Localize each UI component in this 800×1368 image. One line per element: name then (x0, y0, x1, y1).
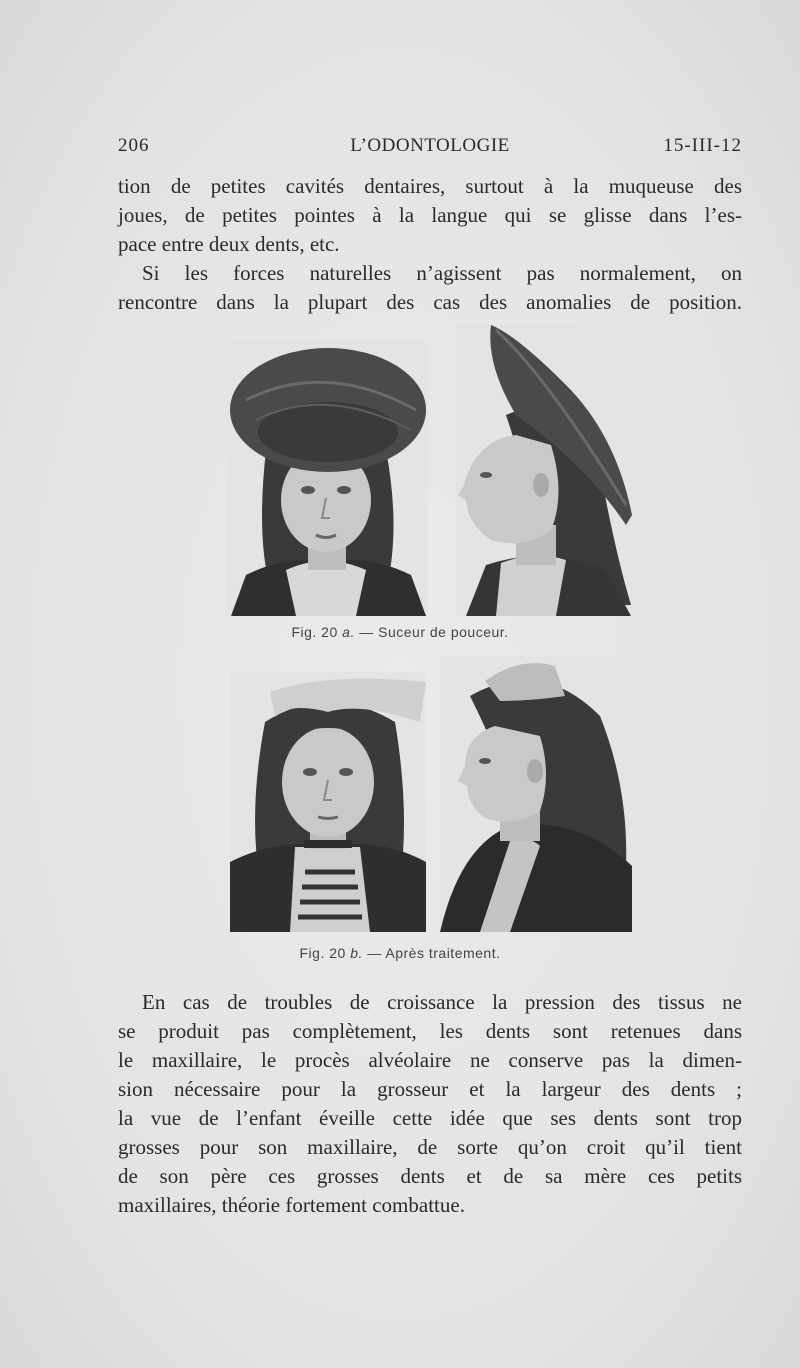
photo-profile-before (456, 325, 632, 616)
text-line: tion de petites cavités dentaires, surtout à la muqueuse des (118, 174, 742, 198)
text-line: grosses pour son maxillaire, de sorte qu’on croit qu’il tient (118, 1135, 742, 1159)
photo-front-before (226, 340, 428, 616)
figure-b-label: Fig. 20 (299, 945, 346, 961)
text-line: Si les forces naturelles n’agissent pas normalement, on (142, 261, 742, 285)
text-line: En cas de troubles de croissance la pression des tissus ne (142, 990, 742, 1014)
figure-b-letter: b. (350, 945, 363, 961)
body-paragraph (118, 988, 742, 1220)
page-number: 206 (118, 135, 150, 156)
figure-a-letter: a. (342, 624, 355, 640)
figure-b-caption (0, 945, 800, 961)
text-line: de son père ces grosses dents et de sa mère ces petits (118, 1164, 742, 1188)
text-line: le maxillaire, le procès alvéolaire ne conserve pas la dimen- (118, 1048, 742, 1072)
photo-front-after (230, 672, 426, 932)
text-line: se produit pas complètement, les dents sont retenues dans (118, 1019, 742, 1043)
text-line: pace entre deux dents, etc. (118, 232, 340, 256)
figure-a-title: — Suceur de pouceur. (359, 624, 509, 640)
intro-paragraph (118, 172, 742, 317)
journal-title: L’ODONTOLOGIE (350, 135, 510, 156)
text-line: sion nécessaire pour la grosseur et la largeur des dents ; (118, 1077, 742, 1101)
photo-profile-after (440, 656, 632, 932)
running-header (118, 135, 742, 161)
issue-date: 15-III-12 (663, 135, 742, 156)
text-line: maxillaires, théorie fortement combattue. (118, 1193, 465, 1217)
text-line: la vue de l’enfant éveille cette idée que ses dents sont trop (118, 1106, 742, 1130)
figure-a-caption (0, 624, 800, 640)
text-line: joues, de petites pointes à la langue qui se glisse dans l’es- (118, 203, 742, 227)
figure-b-title: — Après traitement. (367, 945, 501, 961)
text-line: rencontre dans la plupart des cas des anomalies de position. (118, 290, 742, 314)
figure-a-label: Fig. 20 (291, 624, 338, 640)
